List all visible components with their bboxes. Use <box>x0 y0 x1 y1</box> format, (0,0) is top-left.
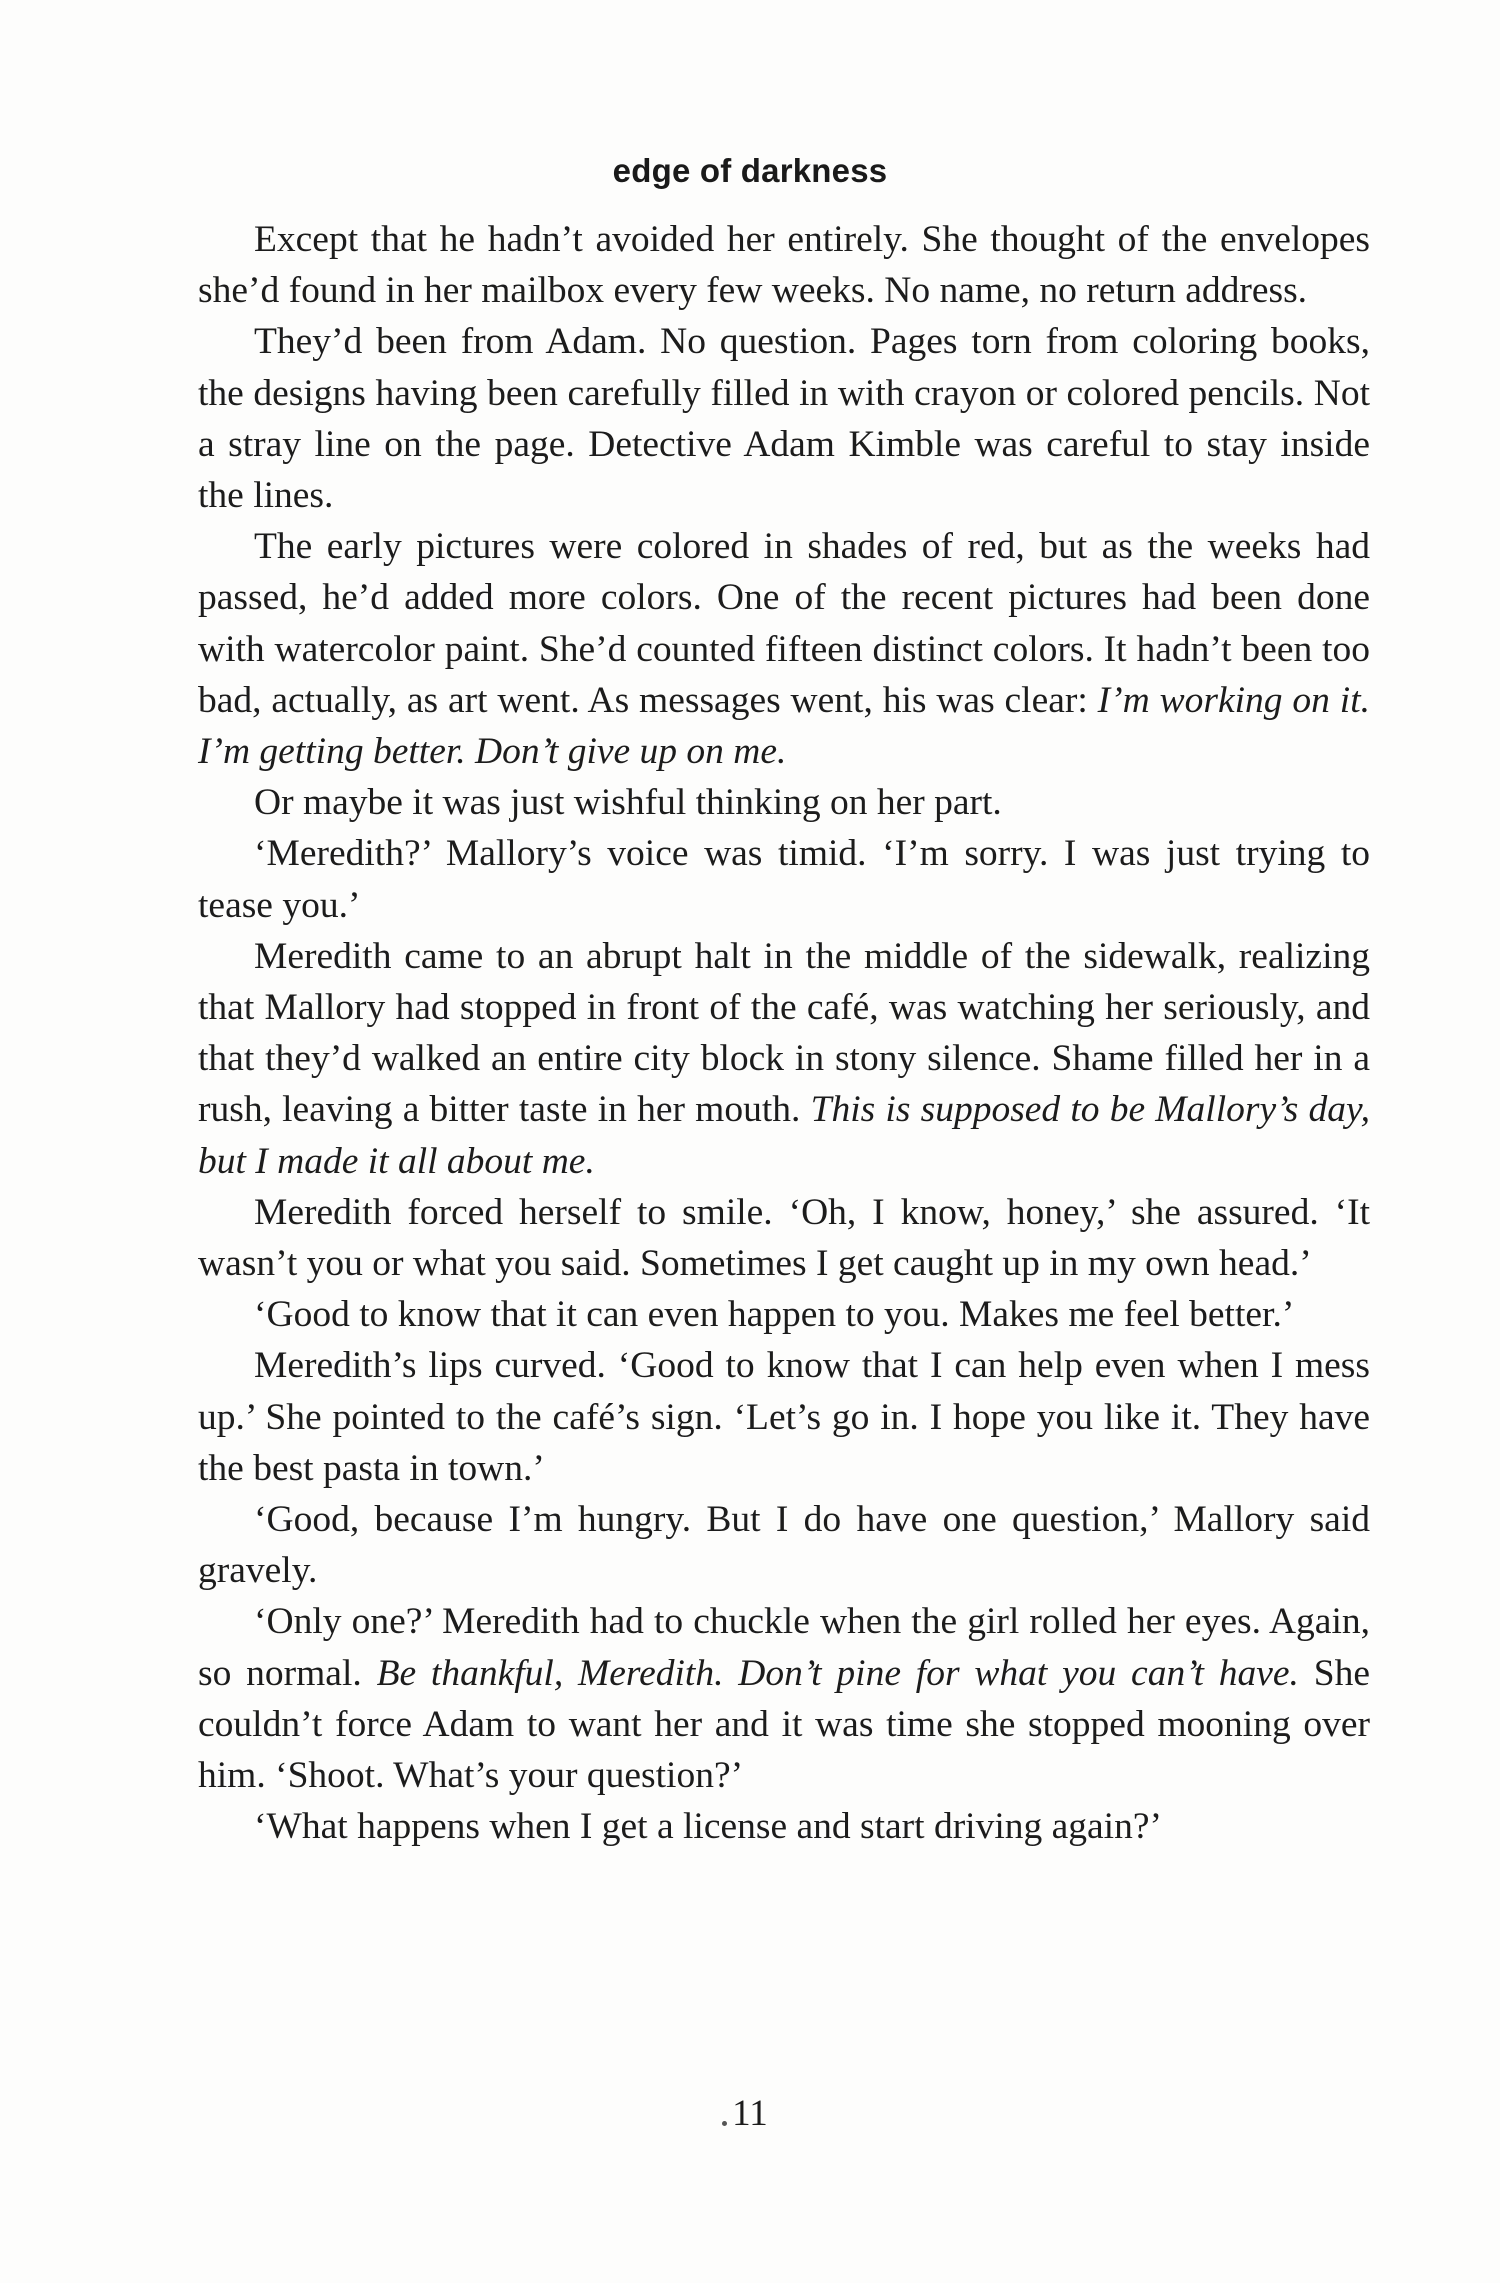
paragraph <box>198 1340 1370 1494</box>
page-number: 11 <box>732 2093 768 2134</box>
text-run: Except that he hadn’t avoided her entirely. She thought of the envelopes she’d found in her mailbox every few weeks. No name, no return address. <box>198 219 1370 312</box>
paragraph <box>198 214 1370 316</box>
paragraph <box>198 1187 1370 1289</box>
italic-run: Be thankful, Meredith. Don’t pine for what you can’t have. <box>376 1652 1299 1694</box>
text-run: ‘What happens when I get a license and start driving again?’ <box>254 1806 1162 1848</box>
paragraph <box>198 828 1370 930</box>
text-run: ‘Only one?’ Meredith had to chuckle when the girl rolled her eyes. Again, so normal. <box>198 1601 1370 1694</box>
text-run: Or maybe it was just wishful thinking on her part. <box>254 782 1002 824</box>
text-run: They’d been from Adam. No question. Pages torn from coloring books, the designs having been carefully filled in with crayon or colored pencils. Not a stray line on the page. Detective Adam Kimble was careful to stay inside the lines. <box>198 321 1370 517</box>
body-text <box>198 214 1370 1853</box>
text-run: The early pictures were colored in shades of red, but as the weeks had passed, he’d added more colors. One of the recent pictures had been done with watercolor paint. She’d counted fifteen distinct colors. It hadn’t been too bad, actually, as art went. As messages went, his was clear: <box>198 526 1370 721</box>
paragraph <box>198 1801 1370 1852</box>
running-head: edge of darkness <box>612 152 888 189</box>
text-run: Meredith came to an abrupt halt in the middle of the sidewalk, realizing that Mallory had stopped in front of the café, was watching her seriously, and that they’d walked an entire city block in stony silence. Shame filled her in a rush, leaving a bitter taste in her mouth. <box>198 935 1370 1131</box>
paragraph <box>198 777 1370 828</box>
paragraph <box>198 1596 1370 1801</box>
text-run: ‘Good to know that it can even happen to you. Makes me feel better.’ <box>254 1294 1295 1336</box>
text-run: ‘Meredith?’ Mallory’s voice was timid. ‘I’m sorry. I was just trying to tease you.’ <box>198 833 1370 926</box>
text-run: She couldn’t force Adam to want her and it was time she stopped mooning over him. ‘Shoot. What’s your question?’ <box>198 1652 1370 1797</box>
text-run: Meredith’s lips curved. ‘Good to know that I can help even when I mess up.’ She pointed to the café’s sign. ‘Let’s go in. I hope you like it. They have the best pasta in town.’ <box>198 1345 1370 1489</box>
text-run: ‘Good, because I’m hungry. But I do have one question,’ Mallory said gravely. <box>198 1499 1370 1592</box>
paragraph <box>198 931 1370 1187</box>
italic-run: This is supposed to be Mallory’s day, but I made it all about me. <box>198 1089 1370 1182</box>
paragraph <box>198 521 1370 777</box>
paragraph <box>198 316 1370 521</box>
paragraph <box>198 1289 1370 1340</box>
paragraph <box>198 1494 1370 1596</box>
text-run: Meredith forced herself to smile. ‘Oh, I know, honey,’ she assured. ‘It wasn’t you or what you said. Sometimes I get caught up in my own head.’ <box>198 1191 1370 1285</box>
italic-run: I’m working on it. I’m getting better. Don’t give up on me. <box>198 679 1370 773</box>
